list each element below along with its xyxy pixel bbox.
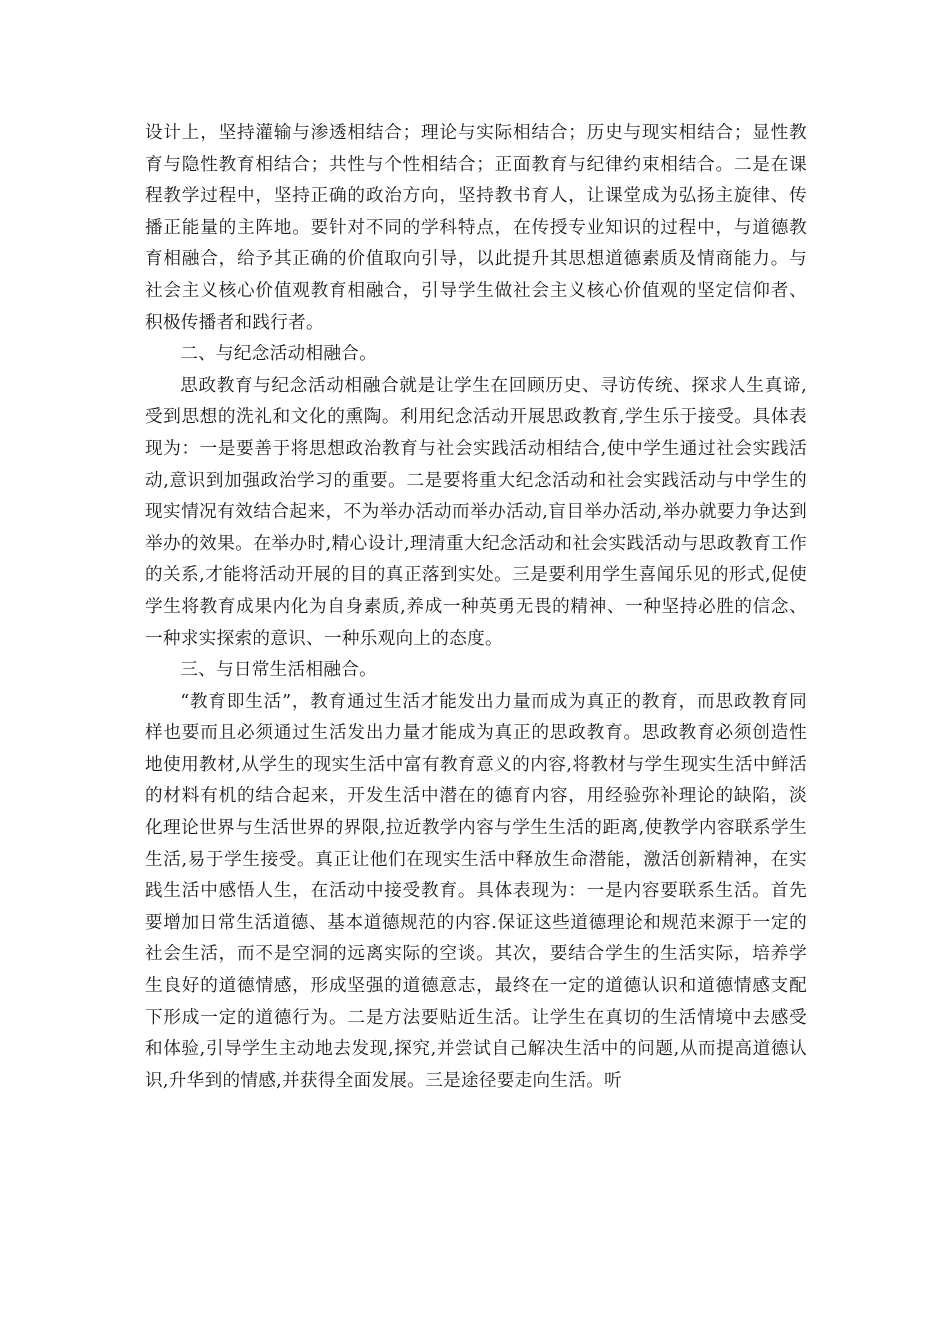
paragraph-commemoration: 思政教育与纪念活动相融合就是让学生在回顾历史、寻访传统、探求人生真谛,受到思想的洗礼和文化的熏陶。利用纪念活动开展思政教育,学生乐于接受。具体表现为：一是要善于将思想政治教育与社会实践活动相结合,使中学生通过社会实践活动,意识到加强政治学习的重要。二是要将重大纪念活动和社会实践活动与中学生的现实情况有效结合起来，不为举办活动而举办活动,盲目举办活动,举办就要力争达到举办的效果。在举办时,精心设计,理清重大纪念活动和社会实践活动与思政教育工作的关系,才能将活动开展的目的真正落到实处。三是要利用学生喜闻乐见的形式,促使学生将教育成果内化为自身素质,养成一种英勇无畏的精神、一种坚持必胜的信念、一种求实探索的意识、一种乐观向上的态度。	[145, 375, 807, 649]
section-heading-daily-life: 三、与日常生活相融合。	[180, 660, 378, 681]
section-heading-commemoration: 二、与纪念活动相融合。	[180, 344, 378, 365]
document-page	[145, 118, 807, 1097]
paragraph-daily-life: “教育即生活”，教育通过生活才能发出力量而成为真正的教育，而思政教育同样也要而且必须通过生活发出力量才能成为真正的思政教育。思政教育必须创造性地使用教材,从学生的现实生活中富有教育意义的内容,将教材与学生现实生活中鲜活的材料有机的结合起来，开发生活中潜在的德育内容，用经验弥补理论的缺陷，淡化理论世界与生活世界的界限,拉近教学内容与学生生活的距离,使教学内容联系学生生活,易于学生接受。真正让他们在现实生活中释放生命潜能，激活创新精神，在实践生活中感悟人生，在活动中接受教育。具体表现为：一是内容要联系生活。首先要增加日常生活道德、基本道德规范的内容.保证这些道德理论和规范来源于一定的社会生活，而不是空洞的远离实际的空谈。其次，要结合学生的生活实际，培养学生良好的道德情感，形成坚强的道德意志，最终在一定的道德认识和道德情感支配下形成一定的道德行为。二是方法要贴近生活。让学生在真切的生活情境中去感受和体验,引导学生主动地去发现,探究,并尝试自己解决生活中的问题,从而提高道德认识,升华到的情感,并获得全面发展。三是途径要走向生活。听	[145, 691, 807, 1091]
paragraph-course-teaching: 设计上，坚持灌输与渗透相结合；理论与实际相结合；历史与现实相结合；显性教育与隐性教育相结合；共性与个性相结合；正面教育与纪律约束相结合。二是在课程教学过程中，坚持正确的政治方向，坚持教书育人，让课堂成为弘扬主旋律、传播正能量的主阵地。要针对不同的学科特点，在传授专业知识的过程中，与道德教育相融合，给予其正确的价值取向引导，以此提升其思想道德素质及情商能力。与社会主义核心价值观教育相融合，引导学生做社会主义核心价值观的坚定信仰者、积极传播者和践行者。	[145, 123, 807, 333]
